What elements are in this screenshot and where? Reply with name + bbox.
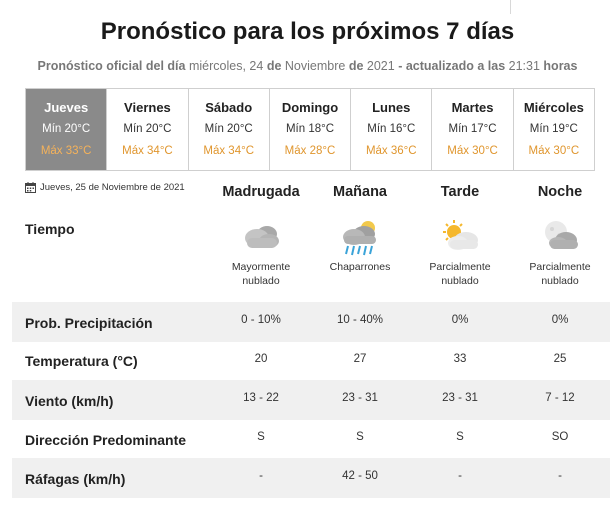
day-min-temp: Mín 18°C [285, 123, 335, 135]
selected-date-text: Jueves, 25 de Noviembre de 2021 [40, 182, 185, 193]
day-max-temp: Máx 36°C [365, 145, 417, 157]
day-max-temp: Máx 30°C [528, 145, 580, 157]
day-min-temp: Mín 16°C [367, 123, 416, 135]
day-max-temp: Máx 34°C [122, 145, 173, 157]
value-direccion-tarde: S [456, 431, 464, 443]
day-tab-viernes[interactable] [106, 89, 187, 170]
row-label-direccion: Dirección Predominante [25, 432, 187, 448]
value-rafagas-noche: - [558, 470, 562, 482]
value-rafagas-madrugada: - [259, 470, 263, 482]
day-tab-jueves[interactable] [26, 89, 106, 170]
subtitle-prefix: Pronóstico oficial del día [37, 59, 186, 73]
value-viento-manana: 23 - 31 [342, 392, 378, 404]
value-precipitacion-tarde: 0% [451, 314, 469, 326]
page-title: Pronóstico para los próximos 7 días [100, 18, 515, 45]
cloudy-night-icon [206, 218, 316, 260]
day-tab-sabado[interactable] [188, 89, 269, 170]
day-min-temp: Mín 20°C [123, 123, 172, 135]
row-label-temperatura: Temperatura (°C) [25, 353, 138, 369]
day-max-temp: Máx 33°C [40, 145, 92, 157]
selected-date [25, 182, 185, 193]
value-temperatura-tarde: 33 [453, 353, 467, 365]
partly-cloudy-day-icon [405, 218, 515, 260]
partly-cloudy-night-icon [505, 218, 615, 260]
weather-desc-line: nublado [541, 275, 579, 287]
subtitle-de1: de [266, 59, 282, 73]
day-min-temp: Mín 19°C [529, 123, 578, 135]
day-max-temp: Máx 34°C [203, 145, 255, 157]
day-min-temp: Mín 20°C [204, 123, 253, 135]
day-tab-miercoles[interactable] [513, 89, 594, 170]
value-rafagas-manana: 42 - 50 [342, 470, 378, 482]
value-rafagas-tarde: - [458, 470, 462, 482]
day-tabs [25, 88, 595, 171]
weather-desc-line: Mayormente [231, 261, 291, 273]
row-label-tiempo: Tiempo [25, 221, 75, 237]
day-name: Domingo [281, 100, 339, 115]
period-header-madrugada: Madrugada [222, 184, 300, 200]
day-max-temp: Máx 28°C [284, 145, 336, 157]
period-header-manana: Mañana [333, 184, 387, 200]
top-edge [0, 0, 615, 4]
weather-desc-line: Chaparrones [329, 261, 391, 273]
value-precipitacion-noche: 0% [551, 314, 569, 326]
day-min-temp: Mín 20°C [42, 123, 91, 135]
day-min-temp: Mín 17°C [448, 123, 497, 135]
row-label-viento: Viento (km/h) [25, 393, 114, 409]
value-precipitacion-madrugada: 0 - 10% [241, 314, 281, 326]
weather-desc-line: Parcialmente [429, 261, 491, 273]
weather-desc-tarde [405, 260, 515, 288]
weather-desc-manana [305, 260, 415, 274]
weather-desc-line: Parcialmente [529, 261, 591, 273]
subtitle-date-num: 24 [249, 59, 264, 73]
weather-desc-line: nublado [242, 275, 280, 287]
day-tab-lunes[interactable] [350, 89, 431, 170]
value-direccion-madrugada: S [257, 431, 265, 443]
weather-desc-line: nublado [441, 275, 479, 287]
value-direccion-manana: S [356, 431, 364, 443]
value-temperatura-madrugada: 20 [254, 353, 268, 365]
subtitle-hours: horas [543, 59, 578, 73]
subtitle-month: Noviembre [284, 59, 346, 73]
subtitle-day: miércoles [188, 59, 243, 73]
subtitle-time: 21:31 [508, 59, 540, 73]
value-temperatura-noche: 25 [553, 353, 567, 365]
day-name: Jueves [44, 100, 89, 115]
day-name: Viernes [124, 100, 171, 115]
day-max-temp: Máx 30°C [447, 145, 498, 157]
day-tab-domingo[interactable] [269, 89, 350, 170]
subtitle-sep: , [242, 59, 250, 73]
day-name: Lunes [372, 100, 411, 115]
weather-desc-madrugada [206, 260, 316, 288]
value-viento-noche: 7 - 12 [545, 392, 575, 404]
day-name: Miércoles [523, 100, 584, 115]
value-viento-tarde: 23 - 31 [442, 392, 478, 404]
day-tab-martes[interactable] [431, 89, 512, 170]
subtitle-year: 2021 [366, 59, 395, 73]
weather-desc-noche [505, 260, 615, 288]
row-label-rafagas: Ráfagas (km/h) [25, 471, 126, 487]
value-precipitacion-manana: 10 - 40% [336, 314, 384, 326]
subtitle-de2: de [348, 59, 364, 73]
day-name: Martes [451, 100, 494, 115]
page-subtitle [0, 59, 615, 73]
subtitle-updated: - actualizado a las [398, 59, 506, 73]
day-name: Sábado [205, 100, 253, 115]
divider [510, 0, 511, 14]
calendar-icon [25, 182, 36, 193]
row-label-precipitacion: Prob. Precipitación [25, 315, 153, 331]
period-header-noche: Noche [537, 184, 583, 200]
rain-showers-icon [305, 218, 415, 260]
value-temperatura-manana: 27 [353, 353, 367, 365]
period-header-tarde: Tarde [440, 184, 480, 200]
value-direccion-noche: SO [551, 431, 569, 443]
value-viento-madrugada: 13 - 22 [243, 392, 279, 404]
